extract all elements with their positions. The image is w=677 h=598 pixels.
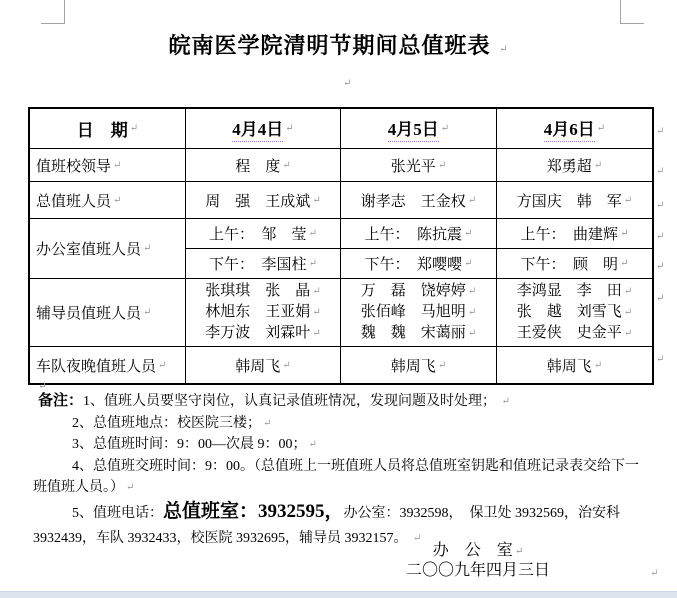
paragraph-mark: ↵ <box>437 159 447 171</box>
paragraph-mark: ↵ <box>501 396 510 407</box>
paragraph-mark: ↵ <box>467 194 477 206</box>
table-cell-counselors: 张琪琪 张 晶 ↵ 林旭东 王亚娟 ↵ 李万波 刘霖叶 ↵ <box>186 279 341 347</box>
paragraph-mark: ↵ <box>464 228 473 239</box>
duty-table <box>28 107 654 385</box>
table-cell: 周 强 王成斌 ↵ <box>186 182 341 219</box>
note-item-2: 2、总值班地点：校医院三楼； ↵ <box>72 415 272 431</box>
paragraph-mark: ↵ <box>437 359 447 371</box>
paragraph-mark: ↵ <box>440 123 450 134</box>
table-header-apr4: 4月4日 ↵ <box>186 109 341 149</box>
paragraph-mark: ↵ <box>623 328 633 339</box>
paragraph-mark: ↵ <box>593 159 603 171</box>
row-end-mark: ↵ <box>656 231 665 242</box>
paragraph-mark: ↵ <box>620 258 629 269</box>
paragraph-mark: ↵ <box>312 286 321 297</box>
paragraph-mark: ↵ <box>464 258 473 269</box>
signature-block <box>378 541 578 580</box>
table-cell-am: 上午： 曲建辉 ↵ <box>497 219 652 249</box>
paragraph-mark: ↵ <box>143 307 152 318</box>
table-cell-pm: 下午： 郑嘤嘤 ↵ <box>341 249 497 279</box>
paragraph-mark: ↵ <box>620 228 629 239</box>
note-item-5: 5、值班电话：总值班室：3932595，办公室：3932598， 保卫处 3932569，治安科 3932439，车队 3932433，校医院 3932695，辅导员 3932157。 ↵ <box>33 500 621 546</box>
row-end-mark: ↵ <box>656 200 665 211</box>
paragraph-mark: ↵ <box>623 307 633 318</box>
note-item-3: 3、总值班时间：9：00—次晨 9：00； ↵ <box>72 437 317 452</box>
table-header-apr5: 4月5日 ↵ <box>341 109 497 149</box>
note-item-1: 备注：1、值班人员要坚守岗位，认真记录值班情况，发现问题及时处理； ↵ <box>38 393 510 409</box>
signature-department: 办 公 室 ↵ <box>432 542 524 559</box>
row-label-counselor-duty: 辅导员值班人员 ↵ <box>30 279 186 347</box>
paragraph-mark: ↵ <box>623 194 633 206</box>
row-label-general-duty: 总值班人员 ↵ <box>30 182 186 219</box>
paragraph-mark: ↵ <box>308 228 317 239</box>
notes-section <box>33 391 647 551</box>
paragraph-mark: ↵ <box>113 159 122 171</box>
paragraph-mark: ↵ <box>126 482 135 493</box>
table-header-date-label: 日 期 ↵ <box>30 109 186 149</box>
table-cell-pm: 下午： 李国柱 ↵ <box>186 249 341 279</box>
table-cell-am: 上午： 陈抗震 ↵ <box>341 219 497 249</box>
paragraph-mark: ↵ <box>282 359 291 371</box>
paragraph-mark: ↵ <box>312 194 321 206</box>
table-cell: 韩周飞 ↵ <box>546 358 603 375</box>
paragraph-mark: ↵ <box>308 258 317 269</box>
paragraph-mark: ↵ <box>593 359 603 371</box>
paragraph-mark: ↵ <box>467 286 477 297</box>
paragraph-mark: ↵ <box>312 328 321 339</box>
row-label-duty-leader: 值班校领导 ↵ <box>30 149 186 182</box>
table-cell-am: 上午： 邹 莹 ↵ <box>186 219 341 249</box>
footer-paragraph-mark: ↵ <box>650 568 659 579</box>
row-end-mark: ↵ <box>656 166 665 177</box>
table-cell-pm: 下午： 顾 明 ↵ <box>497 249 652 279</box>
table-cell-counselors: 万 磊 饶婷婷 ↵ 张佰峰 马旭明 ↵ 魏 魏 宋蔼丽 ↵ <box>341 279 497 347</box>
paragraph-mark: ↵ <box>467 328 477 339</box>
table-cell-counselors: 李鸿显 李 田 ↵ 张 越 刘雪飞 ↵ 王爱侠 史金平 ↵ <box>497 279 652 347</box>
paragraph-mark: ↵ <box>158 359 167 371</box>
paragraph-mark: ↵ <box>312 307 321 318</box>
paragraph-mark: ↵ <box>413 532 422 544</box>
crop-mark-top-right-vertical <box>620 0 621 23</box>
row-end-mark: ↵ <box>656 126 665 137</box>
row-end-mark: ↵ <box>656 261 665 272</box>
page-bottom-gap <box>0 591 677 598</box>
paragraph-mark: ↵ <box>113 194 122 206</box>
row-end-mark: ↵ <box>656 293 665 304</box>
table-cell: 韩周飞 ↵ <box>186 347 341 383</box>
notes-label: 备注： <box>38 393 84 409</box>
table-cell: 方国庆 韩 军 ↵ <box>497 182 652 219</box>
signature-date: 二〇〇九年四月三日 <box>405 562 550 579</box>
general-duty-phone: 总值班室：3932595， <box>163 500 344 522</box>
table-cell: 谢孝志 王金权 ↵ <box>341 182 497 219</box>
crop-mark-top-right-horizontal <box>620 23 644 24</box>
paragraph-mark: ↵ <box>623 286 633 297</box>
table-cell: 郑勇超 ↵ <box>497 149 652 182</box>
row-end-mark: ↵ <box>656 354 665 365</box>
table-cell: 韩周飞 ↵ <box>341 347 497 383</box>
row-label-office-duty: 办公室值班人员 ↵ <box>30 219 186 279</box>
table-cell: 程 度 ↵ <box>186 149 341 182</box>
paragraph-mark: ↵ <box>308 439 317 450</box>
note-item-4: 4、总值班交班时间：9：00。（总值班上一班值班人员将总值班室钥匙和值班记录表交给下一班值班人员。） ↵ <box>33 458 639 495</box>
paragraph-mark: ↵ <box>285 123 294 134</box>
paragraph-mark: ↵ <box>467 307 477 318</box>
crop-mark-top-left-horizontal <box>41 23 65 24</box>
paragraph-mark: ↵ <box>596 123 606 134</box>
paragraph-mark: ↵ <box>499 44 509 55</box>
paragraph-mark: ↵ <box>263 417 272 429</box>
paragraph-mark: ↵ <box>143 243 152 254</box>
empty-line-paragraph-mark: ↵ <box>38 381 47 392</box>
row-label-fleet-night-duty: 车队夜晚值班人员 ↵ <box>30 347 186 383</box>
crop-mark-top-left-vertical <box>64 0 65 23</box>
table-header-apr6: 4月6日 ↵ <box>497 109 652 149</box>
table-cell: 张光平 ↵ <box>341 149 497 182</box>
paragraph-mark: ↵ <box>514 546 524 557</box>
page-title <box>0 29 677 60</box>
page-title-text: 皖南医学院清明节期间总值班表 <box>168 33 491 58</box>
paragraph-mark: ↵ <box>129 123 139 134</box>
paragraph-mark: ↵ <box>282 159 291 171</box>
empty-line-paragraph-mark: ↵ <box>343 78 352 89</box>
